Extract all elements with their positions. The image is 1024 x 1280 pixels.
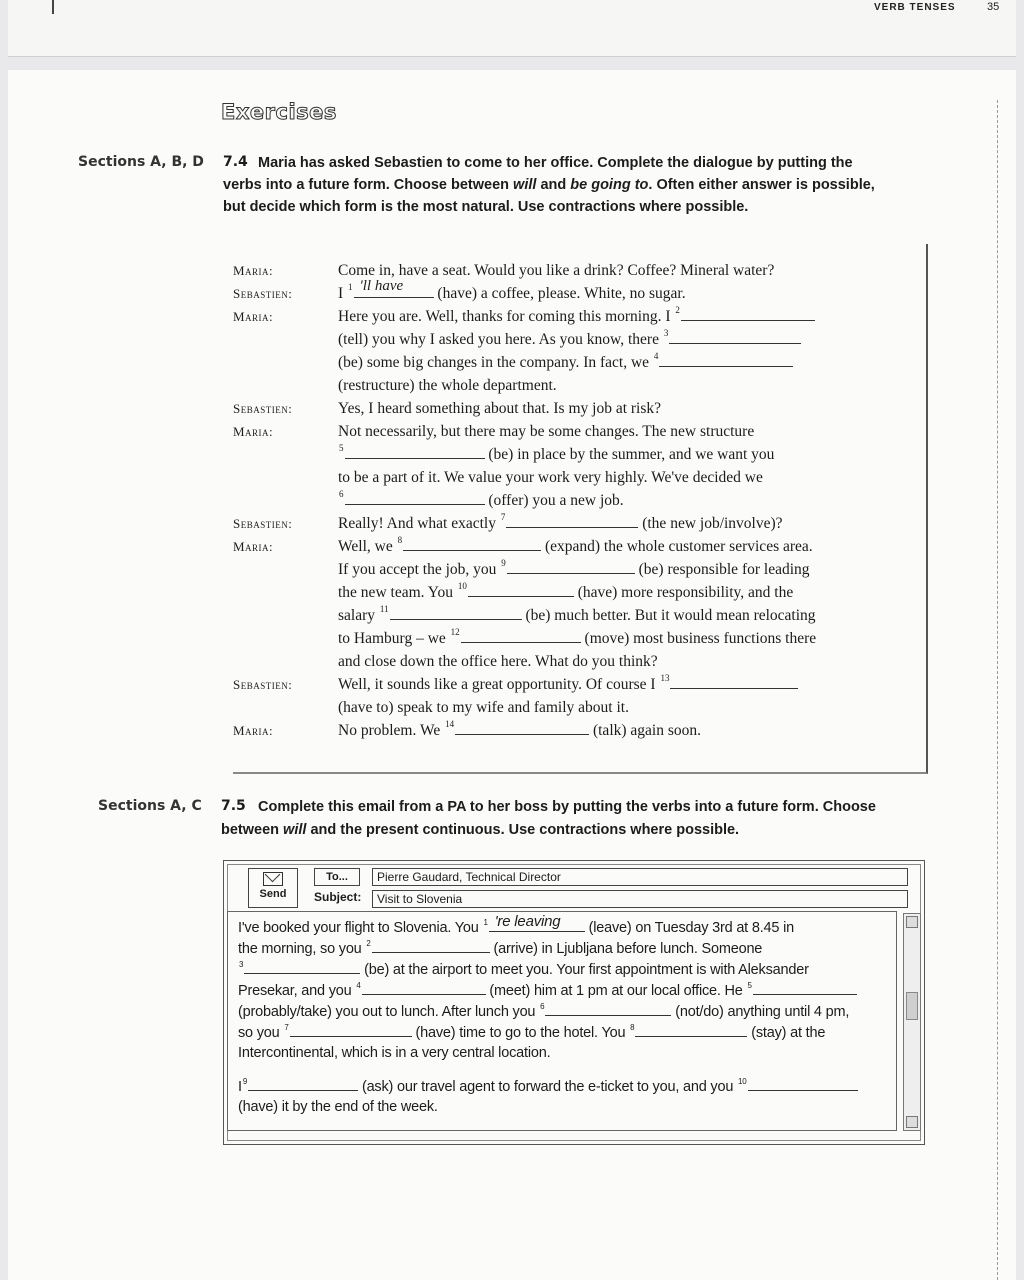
instruction-line: between will and the present continuous. Use contractions where possible. (221, 822, 740, 838)
speaker-label: Sebastien: (233, 286, 293, 301)
email-blank-8[interactable] (635, 1022, 747, 1037)
page-edge-mark (52, 0, 54, 14)
speaker-label: Maria: (233, 309, 274, 324)
page-title: Exercises (221, 100, 337, 124)
speaker-label: Maria: (233, 424, 274, 439)
send-button[interactable]: Send (248, 868, 298, 908)
answer-blank-13[interactable] (670, 673, 798, 689)
scroll-up-arrow-icon[interactable] (906, 916, 918, 928)
page-spine-edge (997, 100, 998, 1280)
instruction-line: verbs into a future form. Choose between will and be going to. Often either answer is possible, (223, 177, 875, 193)
email-line: $^3$ (be) at the airport to meet you. Your first appointment is with Aleksander (239, 960, 809, 978)
email-blank-4[interactable] (362, 980, 486, 995)
answer-blank-14[interactable] (455, 719, 589, 735)
answer-blank-8[interactable] (403, 535, 541, 551)
instruction-line: Complete this email from a PA to her boss by putting the verbs into a future form. Choose (258, 799, 876, 815)
answer-blank-12[interactable] (461, 627, 581, 643)
email-blank-3[interactable] (244, 959, 360, 974)
speaker-label: Sebastien: (233, 677, 293, 692)
exercise-number-7-5: 7.5 (221, 798, 246, 814)
email-body[interactable] (227, 911, 897, 1131)
speaker-label: Maria: (233, 723, 274, 738)
email-line: Intercontinental, which is in a very central location. (238, 1045, 551, 1061)
email-line: the morning, so you $^2$ (arrive) in Ljubljana before lunch. Someone (238, 939, 763, 957)
speaker-label: Sebastien: (233, 516, 293, 531)
email-line: (probably/take) you out to lunch. After lunch you $^6$ (not/do) anything until 4 pm, (238, 1002, 850, 1020)
email-blank-6[interactable] (545, 1001, 671, 1016)
dialogue-box: Maria: Come in, have a seat. Would you like a drink? Coffee? Mineral water? Sebastien: I $^1$ 'll have (have) a coffee, please. White, no sugar. Maria: Here you are. Well, thanks for coming this morning. I $^2$ (tell) you why I asked you here. As you know, there $^3$ (be) some big changes in the company. In fact, we $^4$ (restructure) the whole department. Sebastien: Yes, I heard something about that. Is my job at risk? Maria: Not necessarily, but there may be some changes. The new structure $^5$ (be) in place by the summer, and we want you to be a part of it. We value your work very highly. We've decided we $^6$ (offer) you a new job. Sebastien: Really! And what exactly $^7$ (the new job/involve)? Maria: Well, we $^8$ (expand) the whole customer services area. If you accept the job, you $^9$ (be) responsible for leading the new team. You $^{10}$ (have) more responsibility, and the salary $^{11}$ (be) much better. But it would mean relocating to Hamburg – we $^{12}$ (move) most business functions there and close down the office here. What do you think? Sebastien: Well, it sounds like a great opportunity. Of course I $^{13}$ (have to) speak to my wife and family about it. Maria: No problem. We $^{14}$ (talk) again soon. (233, 244, 928, 774)
subject-label: Subject: (314, 890, 362, 904)
email-blank-10[interactable] (748, 1076, 858, 1091)
section-reference-7-5: Sections A, C (98, 798, 202, 814)
book-page (8, 70, 1016, 1280)
answer-blank-11[interactable] (390, 604, 522, 620)
envelope-icon (263, 872, 283, 886)
answer-blank-2[interactable] (681, 305, 815, 321)
email-line: I've booked your flight to Slovenia. You $^1$ 're leaving (leave) on Tuesday 3rd at 8.45 in (238, 913, 794, 936)
speaker-label: Sebastien: (233, 401, 293, 416)
instruction-line: but decide which form is the most natural. Use contractions where possible. (223, 199, 749, 215)
speaker-label: Maria: (233, 539, 274, 554)
answer-blank-4[interactable] (659, 351, 793, 367)
section-reference-7-4: Sections A, B, D (78, 154, 204, 170)
answer-blank-1[interactable]: 'll have (354, 282, 434, 298)
email-line: $I^9$ (ask) our travel agent to forward the e-ticket to you, and you $^{10}$ (238, 1076, 858, 1098)
email-blank-9[interactable] (248, 1076, 358, 1091)
email-line: Presekar, and you $^4$ (meet) him at 1 pm at our local office. He $^5$ (238, 980, 857, 1002)
answer-blank-3[interactable] (669, 328, 801, 344)
email-line: so you $^7$ (have) time to go to the hotel. You $^8$ (stay) at the (238, 1023, 826, 1041)
email-blank-2[interactable] (372, 938, 490, 953)
instruction-line: Maria has asked Sebastien to come to her office. Complete the dialogue by putting the (258, 155, 853, 171)
answer-blank-9[interactable] (507, 558, 635, 574)
running-head: VERB TENSES (874, 2, 956, 13)
previous-page-strip (8, 0, 1016, 57)
exercise-number-7-4: 7.4 (223, 154, 248, 170)
answer-blank-6[interactable] (345, 489, 485, 505)
page-number: 35 (987, 1, 1000, 13)
answer-blank-5[interactable] (345, 443, 485, 459)
to-field[interactable]: Pierre Gaudard, Technical Director (372, 868, 908, 886)
answer-blank-7[interactable] (506, 512, 638, 528)
email-blank-7[interactable] (290, 1022, 412, 1037)
scroll-thumb[interactable] (906, 992, 918, 1020)
email-blank-1[interactable]: 're leaving (489, 917, 585, 932)
email-window (223, 860, 925, 1145)
to-button[interactable]: To... (314, 868, 360, 886)
subject-field[interactable]: Visit to Slovenia (372, 890, 908, 908)
answer-blank-10[interactable] (468, 581, 574, 597)
email-blank-5[interactable] (753, 980, 857, 995)
email-line: (have) it by the end of the week. (238, 1099, 438, 1115)
email-scrollbar[interactable] (903, 913, 921, 1131)
box-corner-mark (926, 244, 928, 258)
speaker-label: Maria: (233, 263, 274, 278)
scroll-down-arrow-icon[interactable] (906, 1116, 918, 1128)
